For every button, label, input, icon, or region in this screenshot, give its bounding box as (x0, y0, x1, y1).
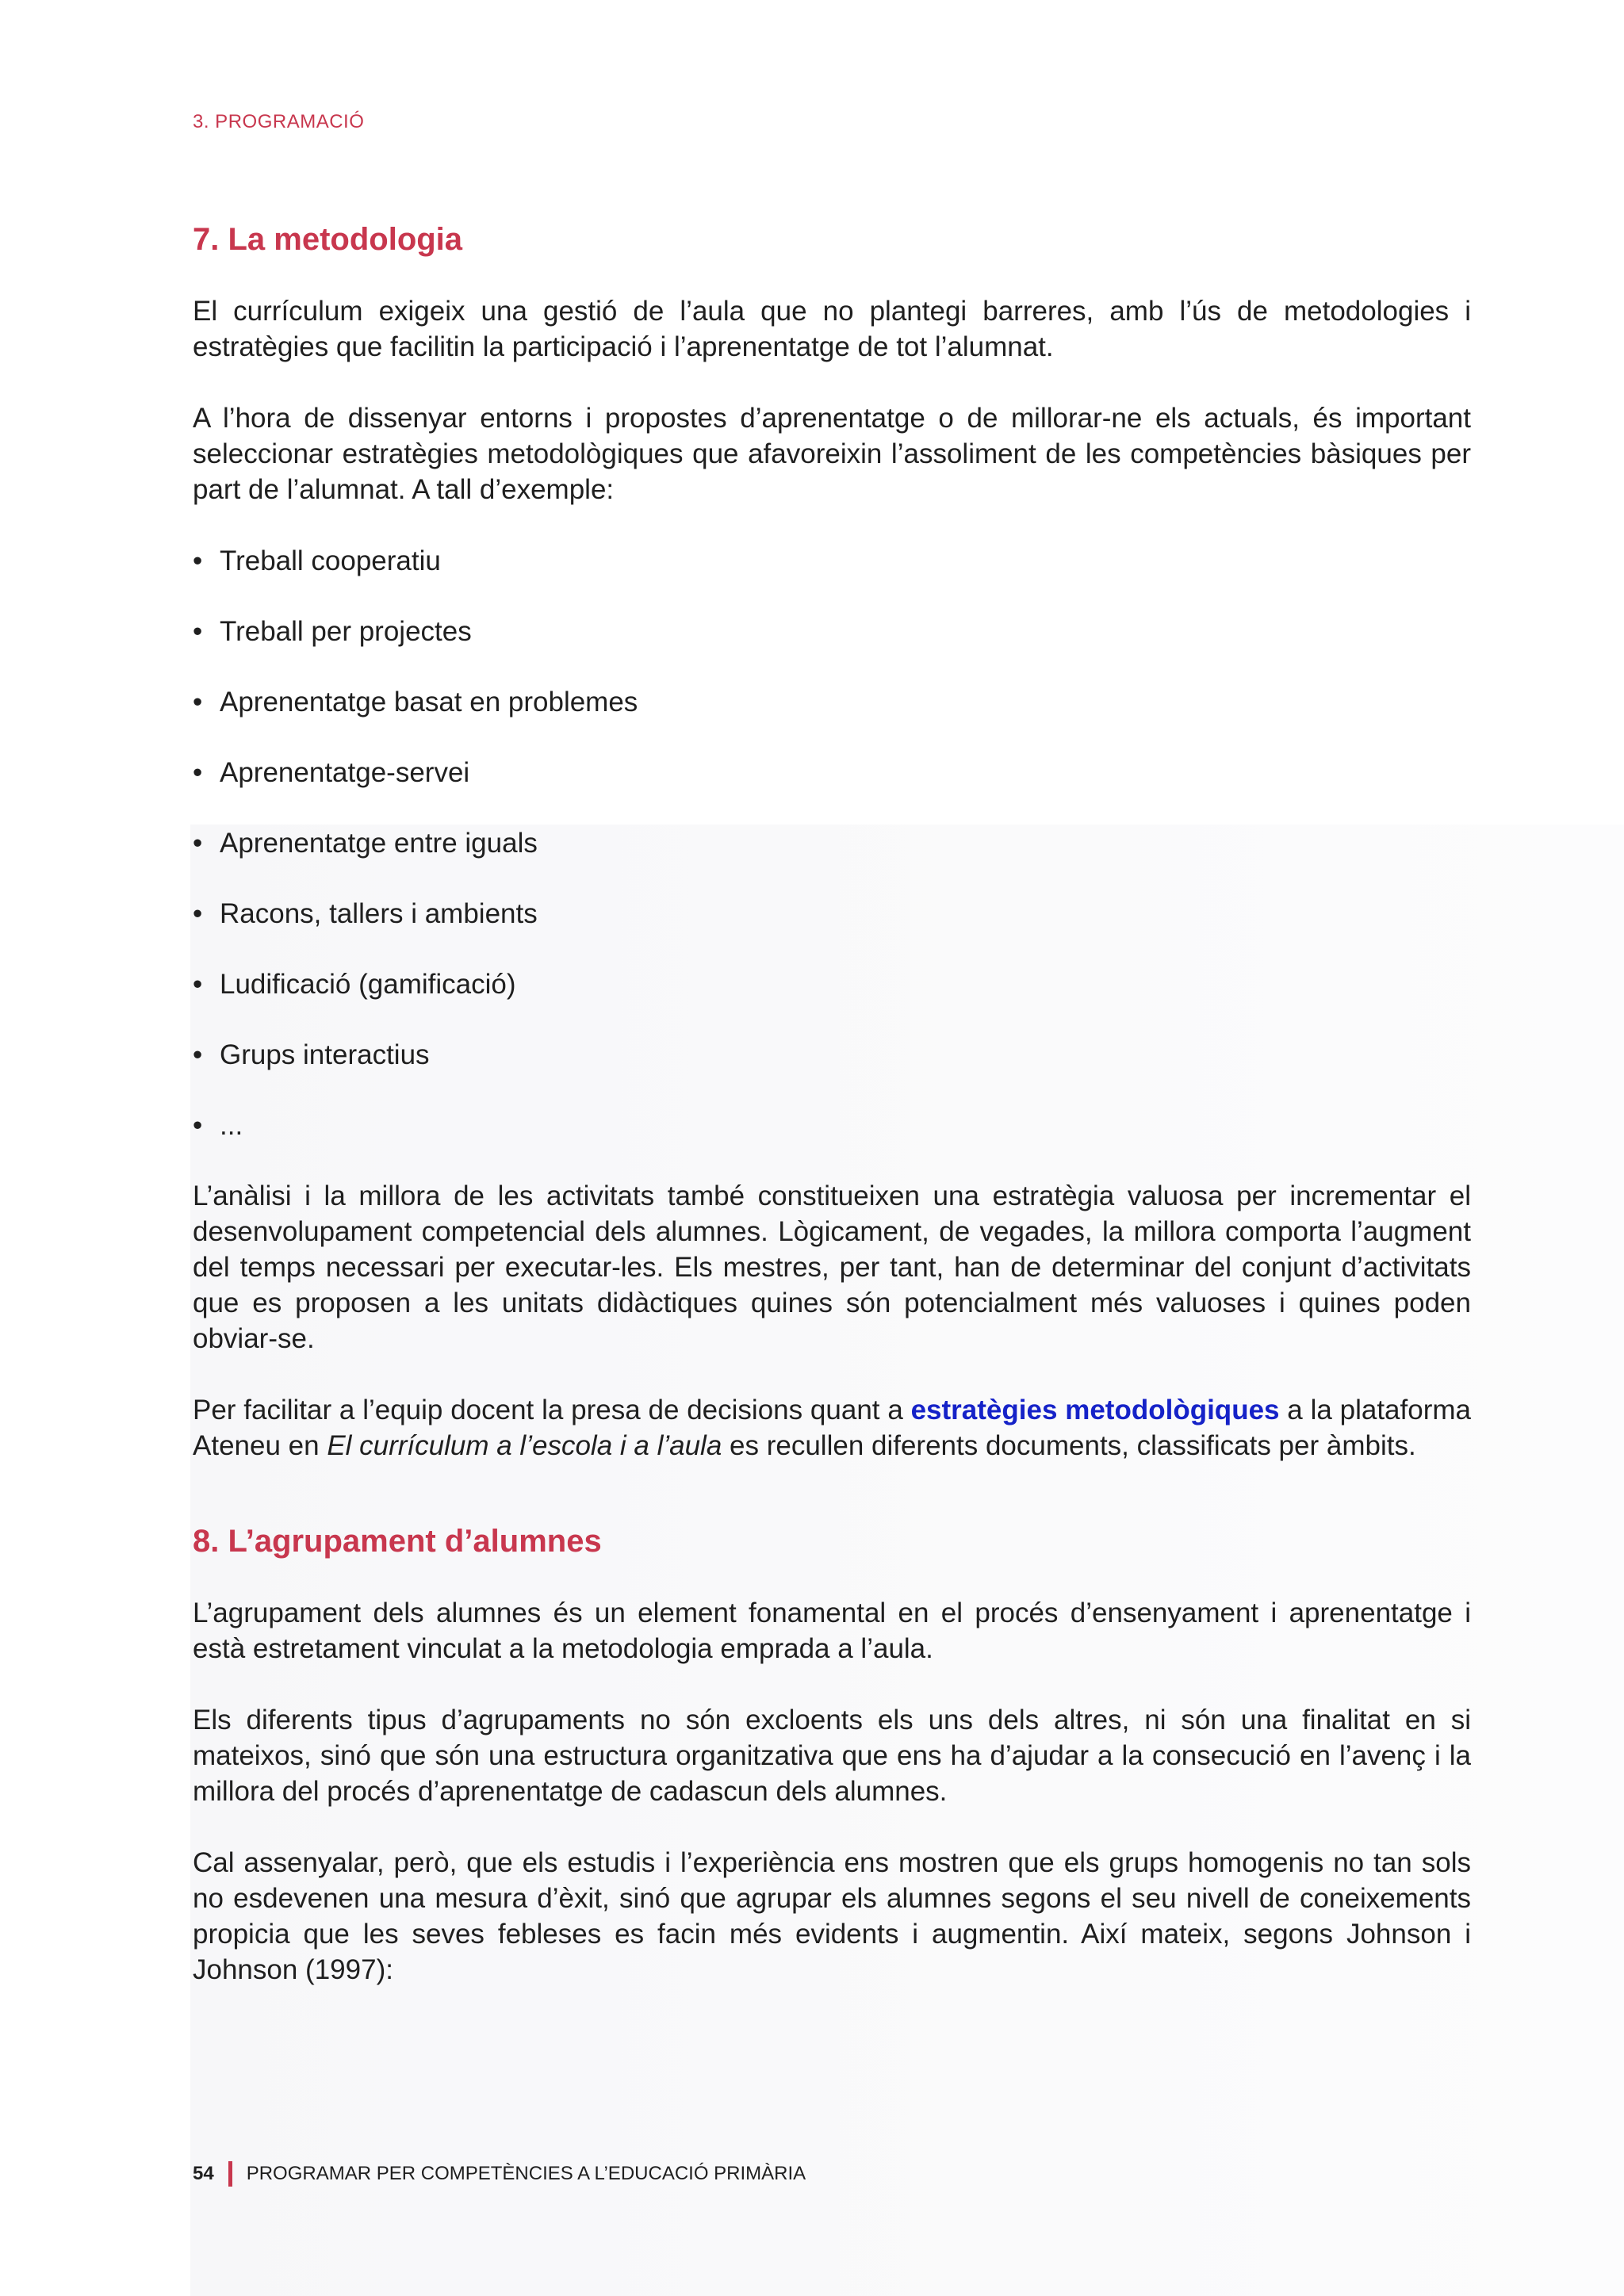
list-item (193, 684, 1471, 720)
list-item-text: Aprenentatge entre iguals (220, 828, 538, 859)
paragraph: A l’hora de dissenyar entorns i propostes d’aprenentatge o de millorar-ne els actuals, és important seleccionar estratègies metodològiques que afavoreixin l’assoliment de les competències bàsiques per part de l’alumnat. A tall d’exemple: (193, 403, 1471, 505)
text-segment: es recullen diferents documents, classificats per àmbits. (722, 1430, 1416, 1461)
list-item (193, 1037, 1471, 1073)
paragraph: L’anàlisi i la millora de les activitats també constitueixen una estratègia valuosa per incrementar el desenvolupament competencial dels alumnes. Lògicament, de vegades, la millora comporta l’augment del temps necessari per executar-les. Els mestres, per tant, han de determinar del conjunt d’activitats que es proposen a les unitats didàctiques quines són potencialment més valuoses i quines poden obviar-se. (193, 1181, 1471, 1354)
bullet-icon: • (193, 969, 203, 1000)
page-number: 54 (193, 2163, 214, 2184)
paragraph: El currículum exigeix una gestió de l’aula que no plantegi barreres, amb l’ús de metodologies i estratègies que facilitin la participació i l’aprenentatge de tot l’alumnat. (193, 296, 1471, 362)
footer-divider (228, 2161, 232, 2187)
page-footer (193, 2161, 806, 2187)
bullet-icon: • (193, 828, 203, 859)
list-item (193, 614, 1471, 649)
list-item (193, 1108, 1471, 1143)
main-content (193, 220, 1471, 2023)
list-item (193, 825, 1471, 861)
list-item-text: Grups interactius (220, 1039, 430, 1070)
text-segment: a la plataforma Ateneu en (193, 1395, 1471, 1461)
section-title: 7. La metodologia (193, 222, 463, 257)
list-item-text: Treball per projectes (220, 616, 472, 647)
list-item-text: Treball cooperatiu (220, 545, 441, 576)
bullet-icon: • (193, 1110, 203, 1141)
list-item-text: Aprenentatge-servei (220, 757, 470, 788)
bullet-icon: • (193, 687, 203, 718)
section-grouping (193, 1522, 1471, 1988)
bullet-icon: • (193, 757, 203, 788)
list-item (193, 966, 1471, 1002)
list-item-text: Ludificació (gamificació) (220, 969, 516, 1000)
bullet-icon: • (193, 898, 203, 929)
paragraph-with-link (193, 1392, 1471, 1464)
list-item (193, 896, 1471, 932)
bullet-icon: • (193, 1039, 203, 1070)
list-item-text: ... (220, 1110, 243, 1141)
paragraph: Cal assenyalar, però, que els estudis i l’experiència ens mostren que els grups homogenis no tan sols no esdevenen una mesura d’èxit, sinó que agrupar els alumnes segons el seu nivell de coneixements propicia que les seves febleses es facin més evidents i augmentin. Així mateix, segons Johnson i Johnson (1997): (193, 1847, 1471, 1985)
text-segment: Per facilitar a l’equip docent la presa de decisions quant a (193, 1395, 911, 1425)
running-head: 3. PROGRAMACIÓ (193, 111, 365, 132)
bullet-icon: • (193, 545, 203, 576)
section-title: 8. L’agrupament d’alumnes (193, 1524, 602, 1559)
paragraph: Els diferents tipus d’agrupaments no són excloents els uns dels altres, ni són una finalitat en si mateixos, sinó que són una estructura organitzativa que ens ha d’ajudar a la consecució en l’avenç i la millora del procés d’aprenentatge de cadascun dels alumnes. (193, 1705, 1471, 1807)
italic-title: El currículum a l’escola i a l’aula (327, 1430, 722, 1461)
section-methodology (193, 220, 1471, 1464)
list-item-text: Racons, tallers i ambients (220, 898, 538, 929)
bullet-icon: • (193, 616, 203, 647)
methodological-strategies-link[interactable]: estratègies metodològiques (910, 1395, 1280, 1425)
list-item (193, 755, 1471, 790)
list-item-text: Aprenentatge basat en problemes (220, 687, 638, 718)
book-title: PROGRAMAR PER COMPETÈNCIES A L’EDUCACIÓ PRIMÀRIA (246, 2163, 806, 2184)
list-item (193, 543, 1471, 579)
strategies-list (193, 543, 1471, 1143)
paragraph: L’agrupament dels alumnes és un element fonamental en el procés d’ensenyament i aprenentatge i està estretament vinculat a la metodologia emprada a l’aula. (193, 1598, 1471, 1664)
